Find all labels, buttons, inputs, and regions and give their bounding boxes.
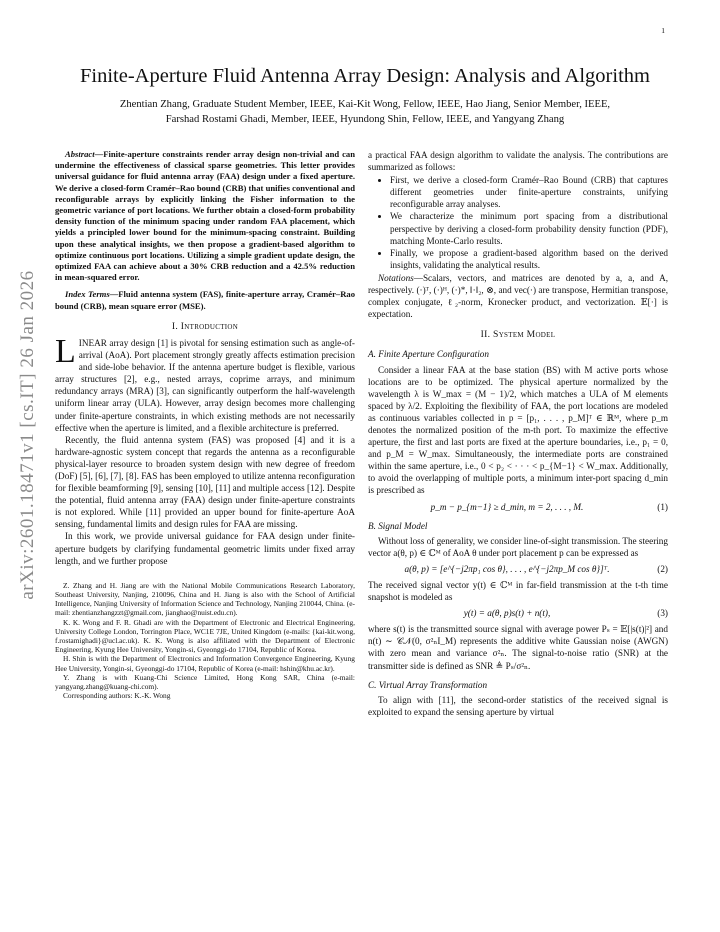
section-heading-system-model: II. System Model (480, 329, 556, 341)
intro-text-1: array design [1] is pivotal for sensing estimation such as angle-of-arrival (AoA). Port placement strongly greatly affects estimation precision and side-lobe behavior. If the antenna aperture budget is flexible, various array structures [2], e.g., nested arrays, coprime arrays, and minimum redundancy arrays (MRA) [3], can significantly outperform the half-wavelength uniform linear array (ULA). However, array design becomes more challenging under finite-aperture constraints, in which existing methods are not necessarily effective when the aperture is limited, and a flexible architecture is preferred. (55, 337, 355, 433)
footnote-item: Z. Zhang and H. Jiang are with the National Mobile Communications Research Laboratory, Southeast University, Nanjing, 210096, China and H. Jiang is also with the School of Artificial Intelligence, Nanjing University of Information Science and Technology, Nanjing 210044, China. (e-mail: zhentianzhangzzt@gmail.com, jianghao@nuist.edu.cn). (55, 580, 355, 618)
section-a-paragraph: Consider a linear FAA at the base station (BS) with M active ports whose locations are to be optimized. The physical aperture normalized by the wavelength λ is W_max = (M − 1)/2, which matches a ULA of M elements spaced by λ/2. Exploiting the flexibility of FAA, the port locations are modeled as continuous variables collected in p = [p₁, . . . , p_M]ᵀ ∈ ℝᴹ, where p_m denotes the normalized position of the m-th port. To maximize the effective aperture, the first and last ports are fixed at the aperture boundaries, i.e., p₁ = 0, and p_M = W_max. Simultaneously, the intermediate ports are constrained within the same aperture, i.e., 0 < p₂ < · · · < p_{M−1} < W_max. Additionally, to avoid the overlapping of multiple ports, a minimum inter-port spacing d_min is prescribed as (368, 364, 668, 496)
section-heading-introduction: I. Introduction (171, 320, 239, 332)
footnote-item: Y. Zhang is with Kuang-Chi Science Limited, Hong Kong SAR, China (e-mail: yangyang.zhang@kuang-chi.com). (55, 672, 355, 691)
section-b-paragraph-1: Without loss of generality, we consider line-of-sight transmission. The steering vector a(θ, p) ∈ ℂᴹ of AoA θ under port placement p can be expressed as (368, 535, 668, 558)
section-b-paragraph-3: where s(t) is the transmitted source signal with average power Pₛ = 𝔼[|s(t)|²] and n(t) ∼ 𝒞𝒩(0, σ²ₙI_M) represents the additive white Gaussian noise (AWGN) with zero mean and variance σ²ₙ. The signal-to-noise ratio (SNR) at the transmitter side is defined as SNR ≜ Pₛ/σ²ₙ. (368, 624, 668, 671)
footnote-item: Corresponding authors: K.-K. Wong (63, 691, 171, 701)
list-item: • We characterize the minimum port spacing from a distributional perspective by deriving a closed-form probability density function (PDF), matching Monte-Carlo results. (390, 210, 668, 246)
paper-title: Finite-Aperture Fluid Antenna Array Design: Analysis and Algorithm (80, 65, 650, 87)
equation-2-number: (2) (657, 563, 668, 574)
equation-1 (368, 501, 668, 513)
index-terms-label: Index Terms— (65, 289, 119, 300)
index-terms-text: Fluid antenna system (FAS), finite-aperture array, Cramér–Rao bound (CRB), mean square error (MSE). (55, 289, 356, 311)
intro-smallcaps: INEAR (78, 337, 107, 348)
equation-3 (368, 607, 668, 619)
author-list (62, 97, 668, 127)
subsection-heading-b: B. Signal Model (368, 520, 428, 531)
equation-1-number: (1) (657, 501, 668, 512)
equation-1-expr: p_m − p_{m−1} ≥ d_min, m = 2, . . . , M. (430, 501, 584, 512)
section-c-paragraph: To align with [11], the second-order statistics of the received signal is exploited to expand the sensing aperture by virtual (368, 694, 668, 717)
section-b-paragraph-2: The received signal vector y(t) ∈ ℂᴹ in far-field transmission at the t-th time snapshot is modeled as (368, 580, 668, 603)
drop-cap: L (55, 332, 76, 370)
list-item: • First, we derive a closed-form Cramér–Rao Bound (CRB) that captures different geometries under finite-aperture constraints, unifying reconfigurable array analyses. (390, 174, 668, 210)
equation-2 (368, 563, 668, 575)
list-item: • Finally, we propose a gradient-based algorithm based on the derived insights, validating the analytical results. (390, 247, 668, 271)
index-terms (55, 289, 355, 311)
notations-paragraph (368, 272, 668, 320)
author-line-2: Farshad Rostami Ghadi, Member, IEEE, Hyundong Shin, Fellow, IEEE, and Yangyang Zhang (165, 114, 565, 125)
notations-text: —Scalars, vectors, and matrices are denoted by a, a, and A, respectively. (·)ᵀ, (·)ᴴ, (·)*, ‖·‖₂, ⊗, and vec(·) are transpose, Hermitian transpose, complex conjugate, ℓ₂-norm, Kronecker product, and vectorization. 𝔼[·] is expectation. (368, 272, 668, 320)
author-line-1: Zhentian Zhang, Graduate Student Member, IEEE, Kai-Kit Wong, Fellow, IEEE, Hao Jiang, Senior Member, IEEE, (119, 99, 611, 110)
page-number: 1 (661, 26, 665, 35)
subsection-heading-a: A. Finite Aperture Configuration (368, 349, 489, 360)
contributions-list (368, 174, 668, 271)
equation-2-expr: a(θ, p) = [e^{−j2πp₁ cos θ}, . . . , e^{−j2πp_M cos θ}]ᵀ. (404, 563, 610, 574)
footnote-item: H. Shin is with the Department of Electronics and Information Convergence Engineering, Kyung Hee University, Yongin-si, Gyeonggi-do 17104, Republic of Korea (e-mail: hshin@khu.ac.kr). (55, 654, 355, 673)
abstract-label: Abstract— (65, 149, 104, 159)
right-column (368, 149, 668, 718)
subsection-heading-c: C. Virtual Array Transformation (368, 679, 488, 690)
equation-3-expr: y(t) = a(θ, p)s(t) + n(t), (463, 608, 551, 619)
arxiv-identifier-text: arXiv:2601.18471v1 [cs.IT] 26 Jan 2026 (17, 270, 38, 600)
abstract (55, 149, 355, 283)
contributions-intro: a practical FAA design algorithm to validate the analysis. The contributions are summarized as follows: (368, 150, 668, 173)
intro-paragraph-3: In this work, we provide universal guidance for FAA design under finite-aperture budgets by clarifying fundamental geometric limits under fixed array length, and we further propose (55, 531, 355, 566)
equation-3-number: (3) (657, 608, 668, 619)
notations-label: Notations (378, 272, 414, 283)
intro-paragraph-2: Recently, the fluid antenna system (FAS) was proposed [4] and it is a hardware-agnostic system concept that regards the antenna as a reconfigurable physical-layer resource to broaden system design with new degree of freedom (DoF) [5], [6], [7], [8]. FAS has been employed to utilize antenna reconfiguration for flexible beamforming [9], sensing [10], [11] and multiple access [12]. Despite the potential, fluid antenna array (FAA) design under finite-aperture constraints is not explored. While [11] provided an upper bound for finite-aperture AoA sensing, fundamental limits and design rules for FAA are missing. (55, 434, 355, 530)
footnote-item: K. K. Wong and F. R. Ghadi are with the Department of Electronic and Electrical Engineering, University College London, Torrington Place, WC1E 7JE, United Kingdom (e-mails: {kai-kit.wong, f.rostamighadi}@ucl.ac.uk). K. K. Wong is also affiliated with the Department of Electronic Engineering, Kyung Hee University, Yongin-si, Gyeonggi-do 17104, Republic of Korea. (55, 617, 355, 655)
left-column (55, 149, 355, 700)
arxiv-identifier (6, 150, 50, 720)
abstract-text: Finite-aperture constraints render array design non-trivial and can undermine the effectiveness of classical sparse geometries. This letter provides universal guidance for fluid antenna array (FAA) design under a fixed aperture. We derive a closed-form Cramér–Rao bound (CRB) that unifies conventional and reconfigurable arrays by explicitly linking the Fisher information to the geometric variance of port locations. We further obtain a closed-form probability density function of the minimum spacing under random FAA placement, which yields a principled lower bound for the minimum-spacing constraint. Building upon these analytical insights, we then propose a gradient-based algorithm to optimize continuous port locations. Utilizing a simple gradient update design, the optimized FAA can achieve about a 30% CRB reduction and a 42.5% reduction in mean-squared error. (55, 149, 355, 283)
intro-paragraph-1 (55, 332, 355, 434)
affiliation-footnotes (55, 581, 355, 701)
